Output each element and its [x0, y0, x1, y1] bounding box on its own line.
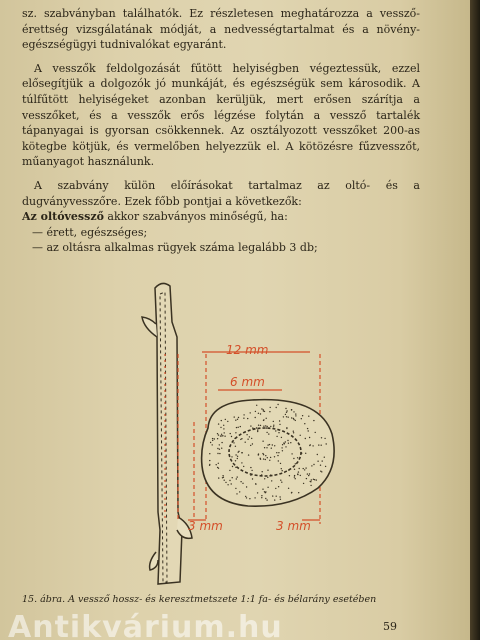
stipple-dot	[235, 446, 236, 447]
stipple-dot	[291, 453, 292, 454]
stipple-dot	[217, 467, 218, 468]
stipple-dot	[308, 430, 309, 431]
stipple-dot	[306, 478, 307, 479]
stipple-dot	[267, 470, 268, 471]
stipple-dot	[255, 417, 256, 418]
stipple-dot	[285, 408, 286, 409]
stipple-dot	[276, 452, 277, 453]
stipple-dot	[275, 488, 276, 489]
stipple-dot	[218, 423, 219, 424]
dimension-label-12mm: 12 mm	[226, 343, 269, 357]
stipple-dot	[240, 426, 241, 427]
stipple-dot	[231, 436, 232, 437]
stipple-dot	[250, 412, 251, 413]
stipple-dot	[258, 453, 259, 454]
stipple-dot	[300, 475, 301, 476]
stipple-dot	[209, 453, 210, 454]
stipple-dot	[278, 432, 279, 433]
stipple-dot	[307, 428, 308, 429]
stipple-dot	[266, 499, 267, 500]
stipple-dot	[223, 425, 224, 426]
stipple-dot	[266, 427, 267, 428]
paragraph-4-rest: akkor szabványos minőségű, ha:	[103, 210, 288, 224]
stipple-dot	[219, 449, 220, 450]
stipple-dot	[291, 409, 292, 410]
stipple-dot	[308, 475, 309, 476]
stipple-dot	[241, 452, 242, 453]
stipple-dot	[260, 413, 261, 414]
stipple-dot	[231, 483, 232, 484]
stipple-dot	[262, 441, 263, 442]
stipple-dot	[270, 426, 271, 427]
stipple-dot	[233, 442, 234, 443]
stipple-dot	[266, 447, 267, 448]
stipple-dot	[218, 477, 219, 478]
stipple-dot	[293, 419, 294, 420]
stipple-dot	[305, 438, 306, 439]
stipple-dot	[270, 407, 271, 408]
stipple-dot	[238, 452, 239, 453]
stipple-dot	[304, 423, 305, 424]
stipple-dot	[235, 432, 236, 433]
stipple-dot	[315, 432, 316, 433]
stipple-dot	[321, 437, 322, 438]
stipple-dot	[293, 458, 294, 459]
stipple-dot	[280, 463, 281, 464]
stipple-dot	[295, 420, 296, 421]
stipple-dot	[265, 455, 266, 456]
stipple-dot	[250, 475, 251, 476]
stipple-dot	[320, 471, 321, 472]
stipple-dot	[245, 496, 246, 497]
stipple-dot	[285, 441, 286, 442]
stipple-dot	[313, 420, 314, 421]
stipple-dot	[240, 481, 241, 482]
stipple-dot	[282, 450, 283, 451]
stipple-dot	[257, 431, 258, 432]
stipple-dot	[281, 468, 282, 469]
stipple-dot	[313, 479, 314, 480]
stipple-dot	[317, 454, 318, 455]
stipple-dot	[312, 445, 313, 446]
stipple-dot	[260, 458, 261, 459]
cane-cross-section-figure	[20, 262, 440, 592]
stipple-dot	[217, 453, 218, 454]
stipple-dot	[220, 427, 221, 428]
stipple-dot	[210, 442, 211, 443]
stipple-dot	[324, 457, 325, 458]
stipple-dot	[273, 421, 274, 422]
stipple-dot	[219, 444, 220, 445]
stipple-dot	[270, 474, 271, 475]
stipple-dot	[277, 455, 278, 456]
stipple-dot	[321, 445, 322, 446]
stipple-dot	[254, 497, 255, 498]
stipple-dot	[243, 418, 244, 419]
stipple-dot	[288, 488, 289, 489]
stipple-dot	[255, 411, 256, 412]
stipple-dot	[287, 440, 288, 441]
stipple-dot	[289, 475, 290, 476]
stipple-dot	[216, 464, 217, 465]
stipple-dot	[278, 460, 279, 461]
stipple-dot	[286, 416, 287, 417]
stipple-dot	[269, 444, 270, 445]
stipple-dot	[325, 466, 326, 467]
stipple-dot	[222, 435, 223, 436]
stipple-dot	[224, 436, 225, 437]
stipple-dot	[262, 489, 263, 490]
stipple-dot	[229, 470, 230, 471]
stipple-dot	[260, 425, 261, 426]
stipple-dot	[274, 499, 275, 500]
stipple-dot	[271, 480, 272, 481]
stipple-dot	[241, 462, 242, 463]
stipple-dot	[316, 479, 317, 480]
stipple-dot	[291, 417, 292, 418]
stipple-dot	[258, 413, 259, 414]
page-shadow	[470, 0, 480, 640]
body-text	[22, 6, 420, 256]
stipple-dot	[286, 412, 287, 413]
stipple-dot	[217, 433, 218, 434]
stipple-dot	[322, 460, 323, 461]
stipple-dot	[264, 478, 265, 479]
stipple-dot	[236, 478, 237, 479]
dimension-label-3mm-left: 3 mm	[188, 519, 223, 533]
stipple-dot	[227, 421, 228, 422]
stipple-dot	[285, 414, 286, 415]
paragraph-3: A szabvány külön előírásokat tartalmaz az oltó- és a dugványvesszőre. Ezek főbb pontjai a következők:	[22, 178, 420, 208]
stipple-dot	[277, 404, 278, 405]
stipple-dot	[278, 452, 279, 453]
stipple-dot	[246, 486, 247, 487]
stipple-dot	[309, 445, 310, 446]
stipple-dot	[282, 470, 283, 471]
stipple-dot	[223, 477, 224, 478]
stipple-dot	[285, 446, 286, 447]
stipple-dot	[263, 409, 264, 410]
stipple-dot	[265, 459, 266, 460]
stipple-dot	[256, 427, 257, 428]
stipple-dot	[267, 487, 268, 488]
stipple-dot	[283, 442, 284, 443]
stipple-dot	[232, 477, 233, 478]
stipple-dot	[212, 440, 213, 441]
stipple-dot	[243, 466, 244, 467]
stipple-dot	[263, 426, 264, 427]
stipple-dot	[252, 443, 253, 444]
stipple-dot	[308, 416, 309, 417]
stipple-dot	[209, 460, 210, 461]
stipple-dot	[293, 411, 294, 412]
stipple-dot	[262, 453, 263, 454]
stipple-dot	[299, 468, 300, 469]
stipple-dot	[221, 434, 222, 435]
stipple-dot	[294, 475, 295, 476]
stipple-dot	[235, 460, 236, 461]
stipple-dot	[271, 448, 272, 449]
stipple-dot	[254, 428, 255, 429]
stipple-dot	[225, 419, 226, 420]
stipple-dot	[250, 467, 251, 468]
stipple-dot	[300, 435, 301, 436]
figure-caption: 15. ábra. A vessző hossz- és keresztmetszete 1:1 fa- és bélarány esetében	[22, 594, 377, 605]
stipple-dot	[246, 497, 247, 498]
longitudinal-section	[142, 283, 192, 584]
stipple-dot	[273, 425, 274, 426]
stipple-dot	[288, 417, 289, 418]
stipple-dot	[236, 493, 237, 494]
stipple-dot	[305, 453, 306, 454]
stipple-dot	[314, 479, 315, 480]
stipple-dot	[301, 453, 302, 454]
stipple-dot	[235, 420, 236, 421]
paragraph-4	[22, 209, 420, 225]
stipple-dot	[229, 480, 230, 481]
stipple-dot	[262, 471, 263, 472]
stipple-dot	[249, 498, 250, 499]
stipple-dot	[267, 444, 268, 445]
stipple-dot	[295, 478, 296, 479]
stipple-dot	[261, 474, 262, 475]
stipple-dot	[281, 482, 282, 483]
stipple-dot	[267, 477, 268, 478]
stipple-dot	[288, 469, 289, 470]
stipple-dot	[212, 438, 213, 439]
stipple-dot	[237, 456, 238, 457]
stipple-dot	[238, 427, 239, 428]
stipple-dot	[307, 473, 308, 474]
stipple-dot	[234, 438, 235, 439]
stipple-dot	[303, 468, 304, 469]
stipple-dot	[255, 483, 256, 484]
stipple-dot	[261, 408, 262, 409]
stipple-dot	[235, 488, 236, 489]
stipple-dot	[258, 425, 259, 426]
stipple-dot	[273, 426, 274, 427]
stipple-dot	[224, 432, 225, 433]
stipple-dot	[304, 469, 305, 470]
stipple-dot	[264, 491, 265, 492]
stipple-dot	[220, 435, 221, 436]
stipple-dot	[218, 463, 219, 464]
stipple-dot	[276, 407, 277, 408]
stipple-dot	[218, 434, 219, 435]
stipple-dot	[227, 484, 228, 485]
dimension-label-6mm: 6 mm	[230, 375, 265, 389]
stipple-dot	[310, 481, 311, 482]
stipple-dot	[311, 465, 312, 466]
stipple-dot	[272, 495, 273, 496]
stipple-dot	[303, 483, 304, 484]
watermark-logo: Antikvárium.hu	[8, 610, 283, 640]
stipple-dot	[318, 444, 319, 445]
stipple-dot	[270, 457, 271, 458]
stipple-dot	[257, 492, 258, 493]
stipple-dot	[298, 492, 299, 493]
stipple-dot	[297, 457, 298, 458]
stipple-dot	[298, 471, 299, 472]
stipple-dot	[294, 469, 295, 470]
stipple-dot	[268, 427, 269, 428]
stipple-dot	[250, 425, 251, 426]
stipple-dot	[301, 418, 302, 419]
stipple-dot	[252, 478, 253, 479]
stipple-dot	[275, 430, 276, 431]
stipple-dot	[280, 480, 281, 481]
stipple-dot	[221, 442, 222, 443]
stipple-dot	[295, 415, 296, 416]
stipple-dot	[286, 428, 287, 429]
stipple-dot	[263, 410, 264, 411]
stipple-dot	[232, 466, 233, 467]
stipple-dot	[269, 460, 270, 461]
stipple-dot	[248, 454, 249, 455]
stipple-dot	[242, 483, 243, 484]
stipple-dot	[326, 443, 327, 444]
stipple-dot	[320, 465, 321, 466]
stipple-dot	[293, 431, 294, 432]
dimension-label-3mm-right: 3 mm	[276, 519, 311, 533]
stipple-dot	[266, 432, 267, 433]
stipple-dot	[317, 461, 318, 462]
stipple-dot	[290, 442, 291, 443]
stipple-dot	[282, 444, 283, 445]
stipple-dot	[266, 418, 267, 419]
stipple-dot	[311, 479, 312, 480]
stipple-dot	[246, 434, 247, 435]
stipple-dot	[281, 447, 282, 448]
stipple-dot	[264, 447, 265, 448]
stipple-dot	[237, 476, 238, 477]
stipple-dot	[222, 475, 223, 476]
stipple-dot	[269, 411, 270, 412]
stipple-dot	[279, 420, 280, 421]
stipple-dot	[249, 436, 250, 437]
stipple-dot	[291, 492, 292, 493]
stipple-dot	[295, 413, 296, 414]
stipple-dot	[310, 485, 311, 486]
stipple-dot	[313, 464, 314, 465]
stipple-dot	[276, 436, 277, 437]
stipple-dot	[252, 427, 253, 428]
stipple-dot	[263, 458, 264, 459]
stipple-dot	[302, 415, 303, 416]
stipple-dot	[280, 499, 281, 500]
stipple-dot	[238, 417, 239, 418]
stipple-dot	[219, 453, 220, 454]
stipple-dot	[217, 438, 218, 439]
stipple-dot	[251, 438, 252, 439]
stipple-dot	[256, 405, 257, 406]
stipple-dot	[234, 416, 235, 417]
stipple-dot	[235, 454, 236, 455]
list-item-2: — az oltásra alkalmas rügyek száma legalább 3 db;	[32, 241, 318, 255]
stipple-dot	[283, 416, 284, 417]
stipple-dot	[265, 425, 266, 426]
stipple-dot	[224, 480, 225, 481]
stipple-dot	[267, 426, 268, 427]
stipple-dot	[221, 420, 222, 421]
stipple-dot	[265, 498, 266, 499]
stipple-dot	[268, 433, 269, 434]
stipple-dot	[243, 414, 244, 415]
page-number: 59	[383, 620, 397, 633]
cross-section	[202, 400, 335, 507]
stipple-dot	[279, 424, 280, 425]
stipple-dot	[214, 438, 215, 439]
stipple-dot	[288, 443, 289, 444]
paragraph-2: A vesszők feldolgozását fűtött helyiségben végeztessük, ezzel elősegítjük a dolgozók jó munkáját, és egészségük sem károsodik. A túlfűtött helyiségeket azonban kerüljük, mert erősen szárítja a vesszőket, és a vesszők erős légzése folytán a vessző tartalék tápanyagai is gyorsan csökkennek. Az osztályozott vesszőket 200-as kötegbe kötjük, és vermelőben helyezzük el. A kötözésre fűzvesszőt, műanyagot használunk.	[22, 61, 420, 169]
stipple-dot	[261, 497, 262, 498]
stipple-dot	[241, 438, 242, 439]
stipple-dot	[237, 419, 238, 420]
stipple-dot	[274, 445, 275, 446]
stipple-dot	[209, 465, 210, 466]
stipple-dot	[247, 439, 248, 440]
stipple-dot	[278, 486, 279, 487]
stipple-dot	[225, 482, 226, 483]
stipple-dot	[235, 467, 236, 468]
stipple-dot	[295, 463, 296, 464]
stipple-dot	[221, 448, 222, 449]
stipple-dot	[305, 467, 306, 468]
stipple-dot	[250, 445, 251, 446]
term-oltovesszo: Az oltóvessző	[22, 210, 104, 224]
stipple-dot	[263, 420, 264, 421]
stipple-dot	[236, 427, 237, 428]
paragraph-1: sz. szabványban találhatók. Ez részletesen meghatározza a vessző-érettség vizsgálatának módját, a nedvességtartalmat és a növény-egészségügyi tudnivalókat egyaránt.	[22, 7, 420, 52]
stipple-dot	[293, 432, 294, 433]
stipple-dot	[245, 442, 246, 443]
stipple-dot	[276, 496, 277, 497]
stipple-dot	[231, 456, 232, 457]
stipple-dot	[267, 457, 268, 458]
stipple-dot	[237, 458, 238, 459]
stipple-dot	[217, 448, 218, 449]
stipple-dot	[265, 491, 266, 492]
stipple-dot	[274, 456, 275, 457]
stipple-dot	[272, 444, 273, 445]
stipple-dot	[309, 437, 310, 438]
stipple-dot	[230, 433, 231, 434]
stipple-dot	[239, 491, 240, 492]
stipple-dot	[261, 495, 262, 496]
stipple-dot	[223, 428, 224, 429]
stipple-dot	[324, 438, 325, 439]
stipple-dot	[251, 470, 252, 471]
stipple-dot	[309, 473, 310, 474]
stipple-dot	[297, 473, 298, 474]
stipple-dot	[247, 418, 248, 419]
stipple-dot	[257, 430, 258, 431]
stipple-dot	[279, 496, 280, 497]
list-item-1: — érett, egészséges;	[32, 225, 148, 239]
stipple-dot	[281, 437, 282, 438]
stipple-dot	[212, 444, 213, 445]
stipple-dot	[286, 410, 287, 411]
stipple-dot	[294, 476, 295, 477]
